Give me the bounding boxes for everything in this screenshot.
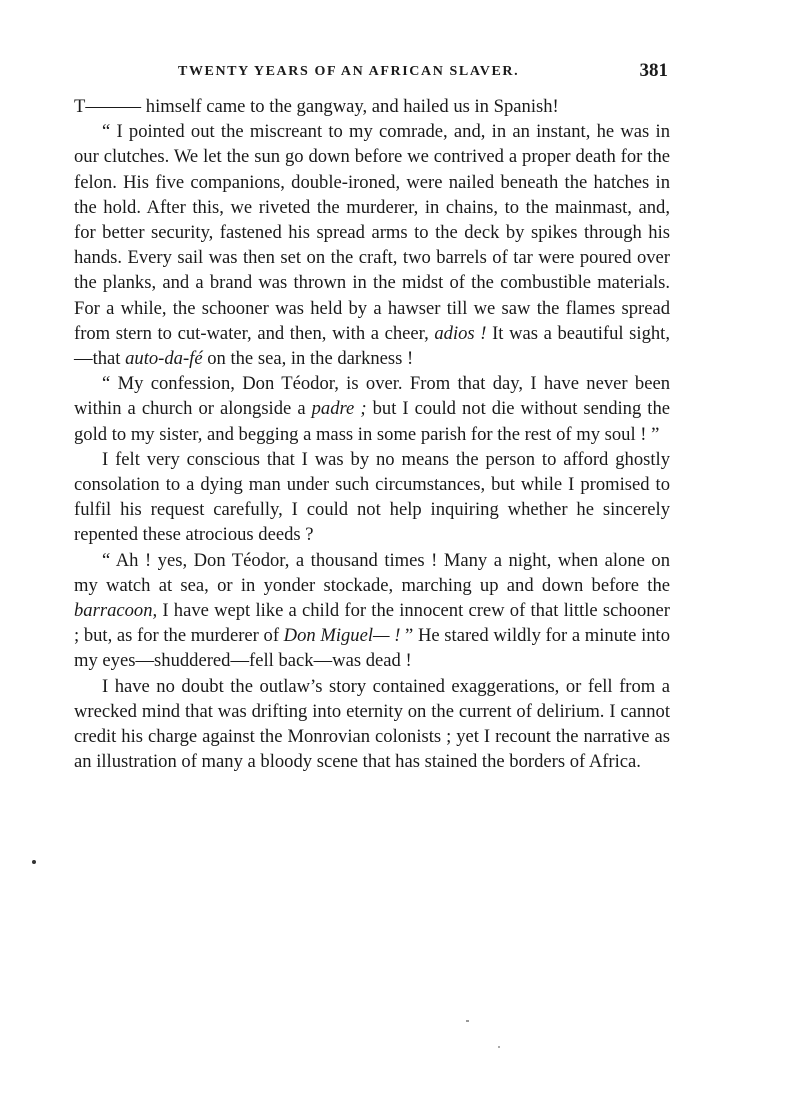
text-run: T——— himself came to the gangway, and hailed us in Spanish! — [74, 96, 559, 117]
paragraph — [74, 447, 670, 548]
text-run: I have wept like a child for the innocent crew of that little schooner ; but, as for the murderer of — [74, 600, 670, 647]
text-run: It was a beautiful sight,—that — [74, 322, 670, 370]
book-page — [74, 60, 670, 774]
text-run: but I could not die without sending the gold to my sister, and begging a mass in some parish for the rest of my soul ! ” — [74, 398, 671, 445]
paragraph — [74, 119, 670, 371]
paper-speck — [498, 1046, 500, 1048]
italic-text: Don Miguel— ! — [283, 625, 401, 647]
paragraph — [74, 674, 670, 775]
body-text — [74, 94, 670, 774]
page-header — [74, 60, 670, 86]
italic-text: padre ; — [311, 398, 367, 420]
paragraph — [74, 371, 670, 447]
stray-ink-mark — [32, 860, 36, 864]
running-head: TWENTY YEARS OF AN AFRICAN SLAVER. — [178, 64, 520, 79]
text-run: “ My confession, Don Téodor, is over. From that day, I have never been within a church or alongside a — [74, 373, 670, 420]
text-run: on the sea, in the darkness ! — [202, 348, 414, 370]
text-run: I felt very conscious that I was by no means the person to afford ghostly consolation to a dying man under such circumstances, but while I promised to fulfil his request carefully, I could not help inquiring whether he sincerely repented these atrocious deeds ? — [74, 448, 670, 546]
italic-text: adios ! — [434, 322, 487, 344]
paper-speck — [466, 1020, 469, 1022]
text-run: I have no doubt the outlaw’s story contained exaggerations, or fell from a wrecked mind that was drifting into eternity on the current of delirium. I cannot credit his charge against the Monrovian colonists ; yet I recount the narrative as an illustration of many a bloody scene that has stained the borders of Africa. — [74, 675, 670, 773]
italic-text: barracoon, — [74, 600, 158, 622]
text-run: “ I pointed out the miscreant to my comrade, and, in an instant, he was in our clutches. We let the sun go down before we contrived a proper death for the felon. His five companions, double-ironed, were nailed beneath the hatches in the hold. After this, we riveted the murderer, in chains, to the mainmast, and, for better security, fastened his spread arms to the deck by spikes through his hands. Every sail was then set on the craft, two barrels of tar were poured over the planks, and a brand was thrown in the midst of the combustible materials. For a while, the schooner was held by a hawser till we saw the flames spread from stern to cut-water, and then, with a cheer, — [74, 121, 670, 344]
italic-text: auto-da-fé — [125, 348, 203, 370]
text-run: ” He stared wildly for a minute into my eyes—shuddered—fell back—was dead ! — [74, 625, 670, 672]
paragraph — [74, 548, 670, 674]
text-run: “ Ah ! yes, Don Téodor, a thousand times ! Many a night, when alone on my watch at sea, or in yonder stockade, marching up and down before the — [74, 549, 670, 596]
page-number: 381 — [639, 60, 668, 81]
paragraph — [74, 94, 670, 119]
